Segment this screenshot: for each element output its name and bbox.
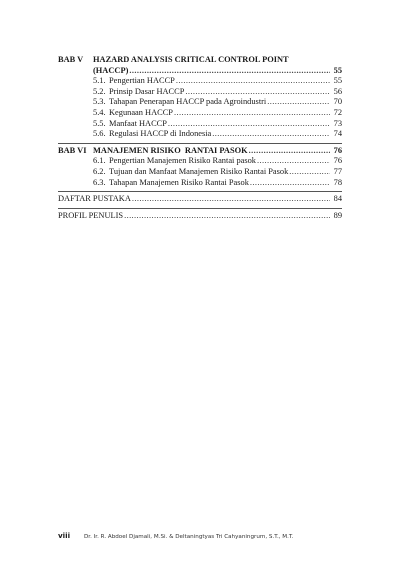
- toc-entry-5-1[interactable]: [58, 76, 342, 87]
- entry-page: 73: [333, 118, 342, 128]
- entry-number: 5.4.: [93, 107, 106, 117]
- entry-title: PROFIL PENULIS: [58, 210, 124, 220]
- leader-dots: [174, 108, 330, 119]
- page-number: viii: [58, 531, 71, 540]
- leader-dots: [129, 66, 330, 77]
- entry-number: 5.5.: [93, 118, 106, 128]
- entry-number: 6.2.: [93, 166, 106, 176]
- entry-page: 55: [333, 76, 342, 86]
- toc-entry-5-4[interactable]: [58, 108, 342, 119]
- entry-title: DAFTAR PUSTAKA: [58, 194, 131, 204]
- entry-title: Regulasi HACCP di Indonesia: [109, 129, 212, 139]
- entry-title: Pengertian Manajemen Risiko Rantai pasok: [109, 156, 256, 166]
- chapter-5-title-line2: (HACCP): [93, 65, 129, 75]
- entry-page: 72: [333, 107, 342, 117]
- leader-dots: [176, 76, 330, 87]
- entry-number: 5.6.: [93, 129, 106, 139]
- chapter-5-label: BAB V: [58, 55, 84, 64]
- entry-title: Tahapan Manajemen Risiko Rantai Pasok: [109, 177, 249, 187]
- entry-page: 70: [333, 97, 342, 107]
- toc-entry-profil-penulis[interactable]: [58, 211, 342, 222]
- entry-page: 56: [333, 86, 342, 96]
- leader-dots: [289, 167, 330, 178]
- chapter-5-page: 55: [333, 65, 342, 75]
- entry-page: 77: [333, 166, 342, 176]
- chapter-6-title: MANAJEMEN RISIKO RANTAI PASOK: [93, 145, 248, 155]
- entry-number: 5.3.: [93, 97, 106, 107]
- leader-dots: [267, 97, 330, 108]
- entry-number: 6.3.: [93, 177, 106, 187]
- toc-entry-6-1[interactable]: [58, 156, 342, 167]
- leader-dots: [250, 178, 330, 189]
- entry-page: 76: [333, 156, 342, 166]
- entry-title: Kegunaan HACCP: [109, 107, 173, 117]
- entry-number: 6.1.: [93, 156, 106, 166]
- section-divider: [58, 143, 342, 144]
- section-divider: [58, 208, 342, 209]
- chapter-6-entry[interactable]: [58, 146, 342, 157]
- entry-title: Tahapan Penerapan HACCP pada Agroindustri: [109, 97, 267, 107]
- entry-title: Pengertian HACCP: [109, 76, 175, 86]
- entry-page: 89: [333, 210, 342, 220]
- toc-entry-5-3[interactable]: [58, 97, 342, 108]
- toc-entry-5-5[interactable]: [58, 119, 342, 130]
- entry-page: 74: [333, 129, 342, 139]
- table-of-contents: [58, 55, 342, 221]
- toc-entry-6-2[interactable]: [58, 167, 342, 178]
- chapter-6-page: 76: [333, 145, 342, 155]
- section-divider: [58, 191, 342, 192]
- entry-number: 5.1.: [93, 76, 106, 86]
- entry-page: 84: [333, 194, 342, 204]
- leader-dots: [257, 156, 330, 167]
- leader-dots: [185, 87, 330, 98]
- page-footer: [58, 531, 358, 540]
- footer-authors: Dr. Ir. R. Abdoel Djamali, M.Si. & Deltaningtyas Tri Cahyaningrum, S.T., M.T.: [84, 534, 294, 540]
- entry-title: Tujuan dan Manfaat Manajemen Risiko Rantai Pasok: [109, 166, 289, 176]
- leader-dots: [249, 146, 330, 157]
- toc-entry-5-2[interactable]: [58, 87, 342, 98]
- toc-entry-6-3[interactable]: [58, 178, 342, 189]
- entry-number: 5.2.: [93, 86, 106, 96]
- toc-entry-daftar-pustaka[interactable]: [58, 194, 342, 205]
- chapter-5-title-line1: HAZARD ANALYSIS CRITICAL CONTROL POINT: [93, 55, 289, 64]
- leader-dots: [132, 194, 330, 205]
- entry-title: Prinsip Dasar HACCP: [109, 86, 185, 96]
- chapter-5-heading: [58, 55, 342, 66]
- chapter-5-entry[interactable]: [58, 66, 342, 77]
- leader-dots: [124, 211, 330, 222]
- leader-dots: [168, 119, 330, 130]
- leader-dots: [212, 129, 330, 140]
- toc-entry-5-6[interactable]: [58, 129, 342, 140]
- entry-title: Manfaat HACCP: [109, 118, 167, 128]
- entry-page: 78: [333, 177, 342, 187]
- chapter-6-label: BAB VI: [58, 145, 87, 155]
